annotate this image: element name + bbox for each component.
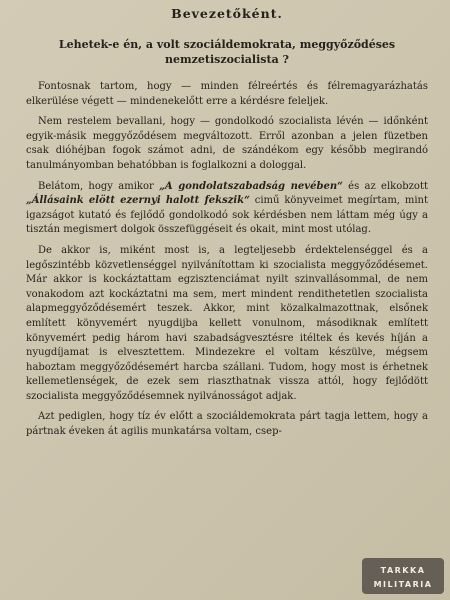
- paragraph-text: Azt pediglen, hogy tíz év előtt a szociáldemokrata párt tagja lettem, hogy a pártnak éveken át agilis munkatársa voltam, csep-: [26, 411, 428, 438]
- paragraph-text: Belátom, hogy amikor: [38, 180, 160, 192]
- paragraph-text: Fontosnak tartom, hogy — minden félreértés és félremagyarázhatás elkerülése végett — mindenekelőtt erre a kérdésre feleljek.: [26, 81, 428, 107]
- paragraph-text: Nem restelem bevallani, hogy — gondolkodó szocialista lévén — időnként egyik-másik meggyőződésem megváltozott. Erről azonban a jelen füzetben csak dióhéjban fogok számot adni, de szándékom egy később megirandó tanulmányomban behatóbban is foglalkozni a dologgal.: [26, 116, 428, 171]
- paragraph-text: cimű könyveimet megírtam, mint igazságot kutató és fejlődő gondolkodó sok kérdésben nem láttam még úgy a tisztán megismert dolgok összefüggéseit és okait, mint most utólag.: [26, 195, 428, 236]
- paragraph: [26, 244, 428, 405]
- paragraph: [26, 180, 428, 238]
- paragraph: [26, 410, 428, 439]
- question-subheading: Lehetek-e én, a volt szociáldemokrata, meggyőződéses nemzetiszocialista ?: [58, 38, 396, 66]
- paragraph: [26, 115, 428, 173]
- page-heading: Bevezetőként.: [171, 6, 283, 21]
- watermark-stamp: [360, 556, 446, 596]
- paragraph-text: és az elkobzott: [342, 180, 428, 192]
- paragraph-text: De akkor is, miként most is, a legteljesebb érdektelenséggel és a legőszintébb közvetlenséggel nyilvánítottam ki szocialista meggyőződésemet. Már akkor is kockáztattam egzisztenciámat nyilt szinvallásommal, de nem vonakodom azt kockáztatni ma sem, mert mindent rendithetetlen szocialista alapmeggyőződésemért teszek. Akkor, mint közalkalmazottnak, elsőnek említett könyvemért nyugdijba kellett vonulnom, másodiknak említett könyvemért pedig három havi szabadságvesztésre itéltek és kevés híján a nyugdíjamat is elvesztettem. Mindezekre el voltam készülve, mégsem haboztam meggyőződésemért harcba szállani. Tudom, hogy most is érhetnek kellemetlenségek, de ezek sem riaszthatnak vissza attól, hogy fejlődött szocialista meggyőződésemnek nyilvánosságot adjak.: [26, 244, 428, 402]
- body-text: [26, 80, 428, 440]
- stamp-line-1: TARKKA: [380, 566, 426, 575]
- book-title: „Állásaink elött ezernyi halott fekszik“: [26, 195, 250, 207]
- book-title: „A gondolatszabadság nevében“: [159, 180, 343, 192]
- paragraph: [26, 80, 428, 109]
- stamp-line-2: MILITARIA: [373, 580, 433, 589]
